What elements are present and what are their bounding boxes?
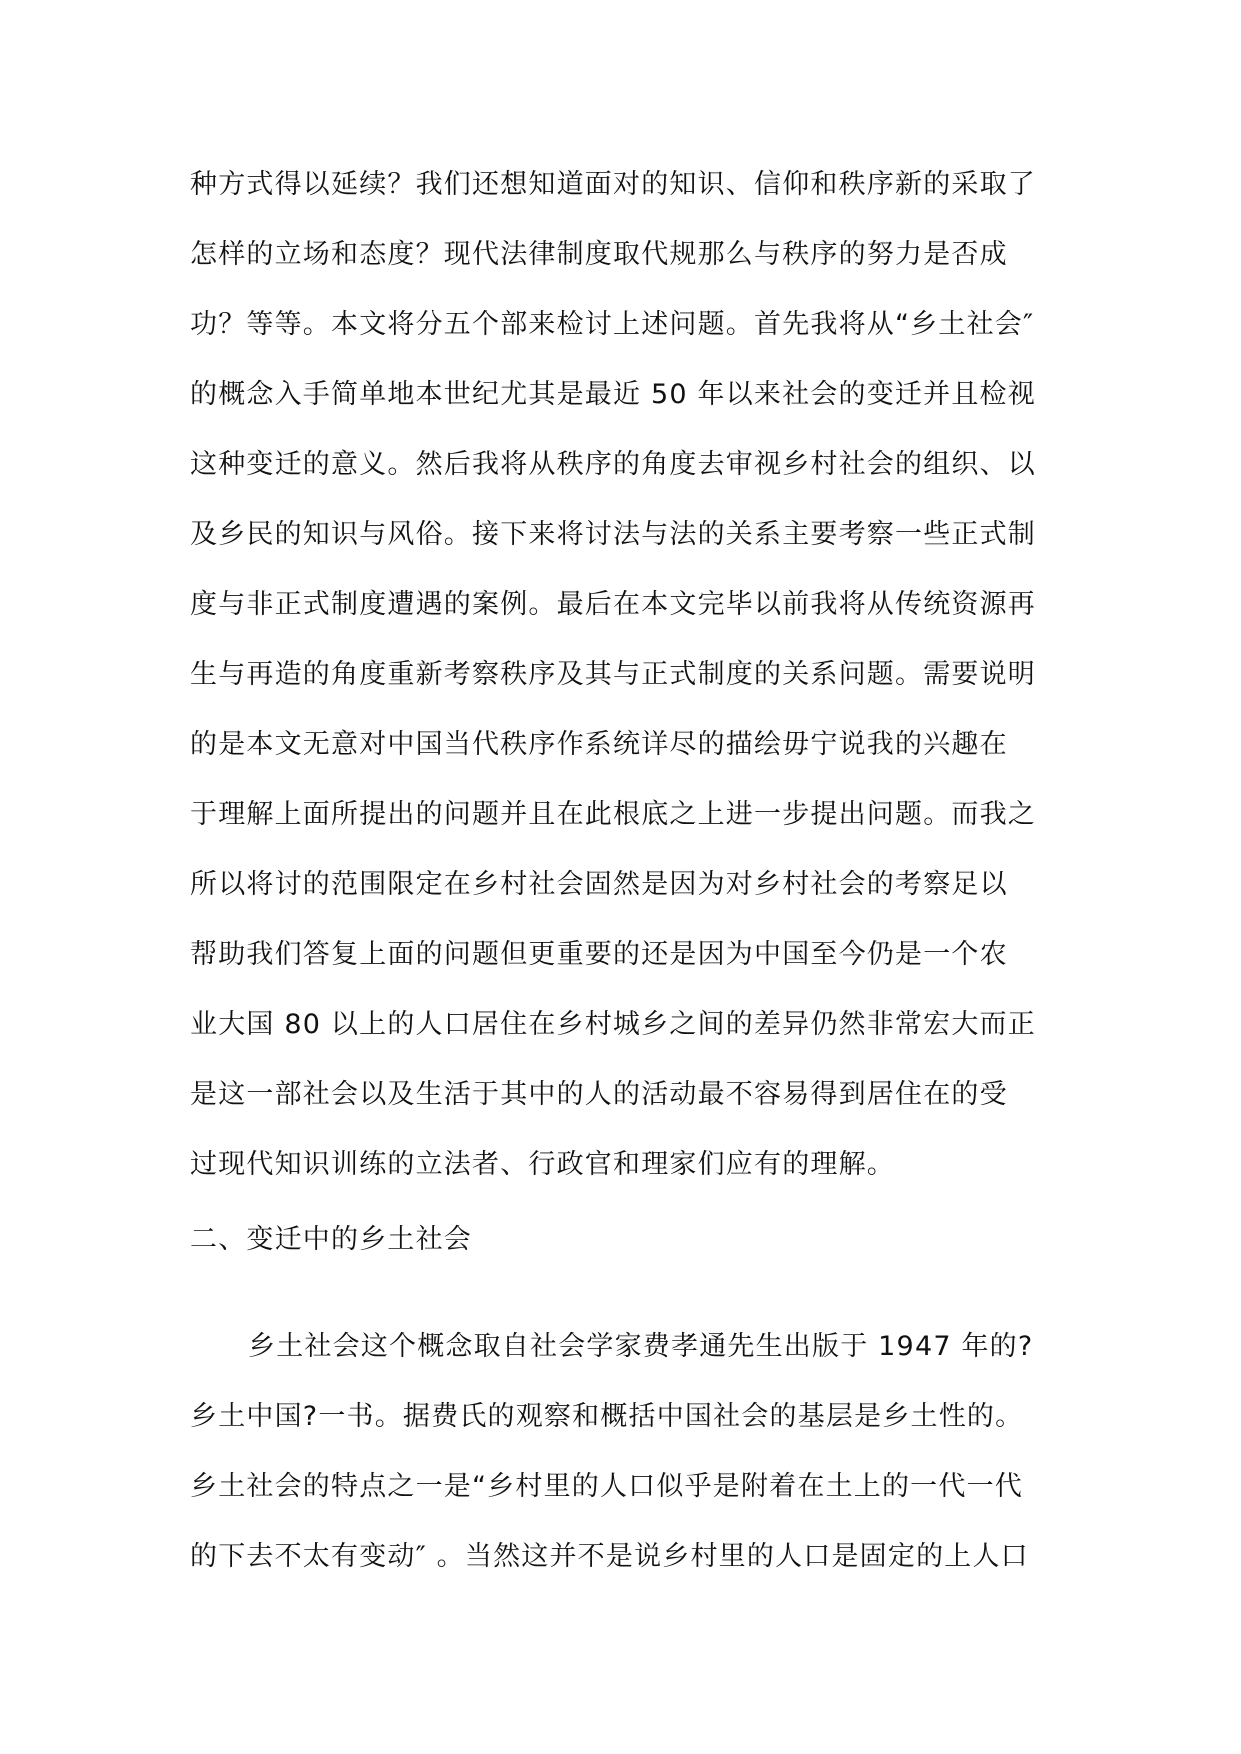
paragraph-line: 是这一部社会以及生活于其中的人的活动最不容易得到居住在的受 bbox=[190, 1079, 1008, 1110]
paragraph-line: 于理解上面所提出的问题并且在此根底之上进一步提出问题。而我之 bbox=[190, 799, 1036, 830]
paragraph-line: 业大国 80 以上的人口居住在乡村城乡之间的差异仍然非常宏大而正 bbox=[190, 1009, 1036, 1040]
paragraph-line: 这种变迁的意义。然后我将从秩序的角度去审视乡村社会的组织、以 bbox=[190, 449, 1036, 480]
paragraph-line: 的下去不太有变动″ 。当然这并不是说乡村里的人口是固定的上人口 bbox=[190, 1541, 1029, 1572]
paragraph-line: 过现代知识训练的立法者、行政官和理家们应有的理解。 bbox=[190, 1149, 895, 1180]
paragraph-line: 乡土社会的特点之一是“乡村里的人口似乎是附着在土上的一代一代 bbox=[190, 1471, 1023, 1502]
paragraph-line: 怎样的立场和态度？现代法律制度取代规那么与秩序的努力是否成 bbox=[190, 239, 1008, 270]
paragraph-line: 的概念入手简单地本世纪尤其是最近 50 年以来社会的变迁并且检视 bbox=[190, 379, 1036, 410]
paragraph-line: 度与非正式制度遭遇的案例。最后在本文完毕以前我将从传统资源再 bbox=[190, 589, 1036, 620]
paragraph-1 bbox=[190, 150, 1060, 1200]
paragraph-line: 生与再造的角度重新考察秩序及其与正式制度的关系问题。需要说明 bbox=[190, 659, 1036, 690]
paragraph-line: 种方式得以延续？我们还想知道面对的知识、信仰和秩序新的采取了 bbox=[190, 169, 1036, 200]
paragraph-line: 的是本文无意对中国当代秩序作系统详尽的描绘毋宁说我的兴趣在 bbox=[190, 729, 1008, 760]
paragraph-line: 及乡民的知识与风俗。接下来将讨法与法的关系主要考察一些正式制 bbox=[190, 519, 1036, 550]
paragraph-2 bbox=[190, 1312, 1060, 1592]
paragraph-line: 所以将讨的范围限定在乡村社会固然是因为对乡村社会的考察足以 bbox=[190, 869, 1008, 900]
paragraph-line: 帮助我们答复上面的问题但更重要的还是因为中国至今仍是一个农 bbox=[190, 939, 1008, 970]
paragraph-line: 功？等等。本文将分五个部来检讨上述问题。首先我将从“乡土社会″ bbox=[190, 309, 1035, 340]
paragraph-line: 乡土社会这个概念取自社会学家费孝通先生出版于 1947 年的? bbox=[248, 1331, 1034, 1362]
paragraph-line: 乡土中国?一书。据费氏的观察和概括中国社会的基层是乡土性的。 bbox=[190, 1401, 1024, 1432]
section-heading: 二、变迁中的乡土社会 bbox=[190, 1224, 472, 1255]
